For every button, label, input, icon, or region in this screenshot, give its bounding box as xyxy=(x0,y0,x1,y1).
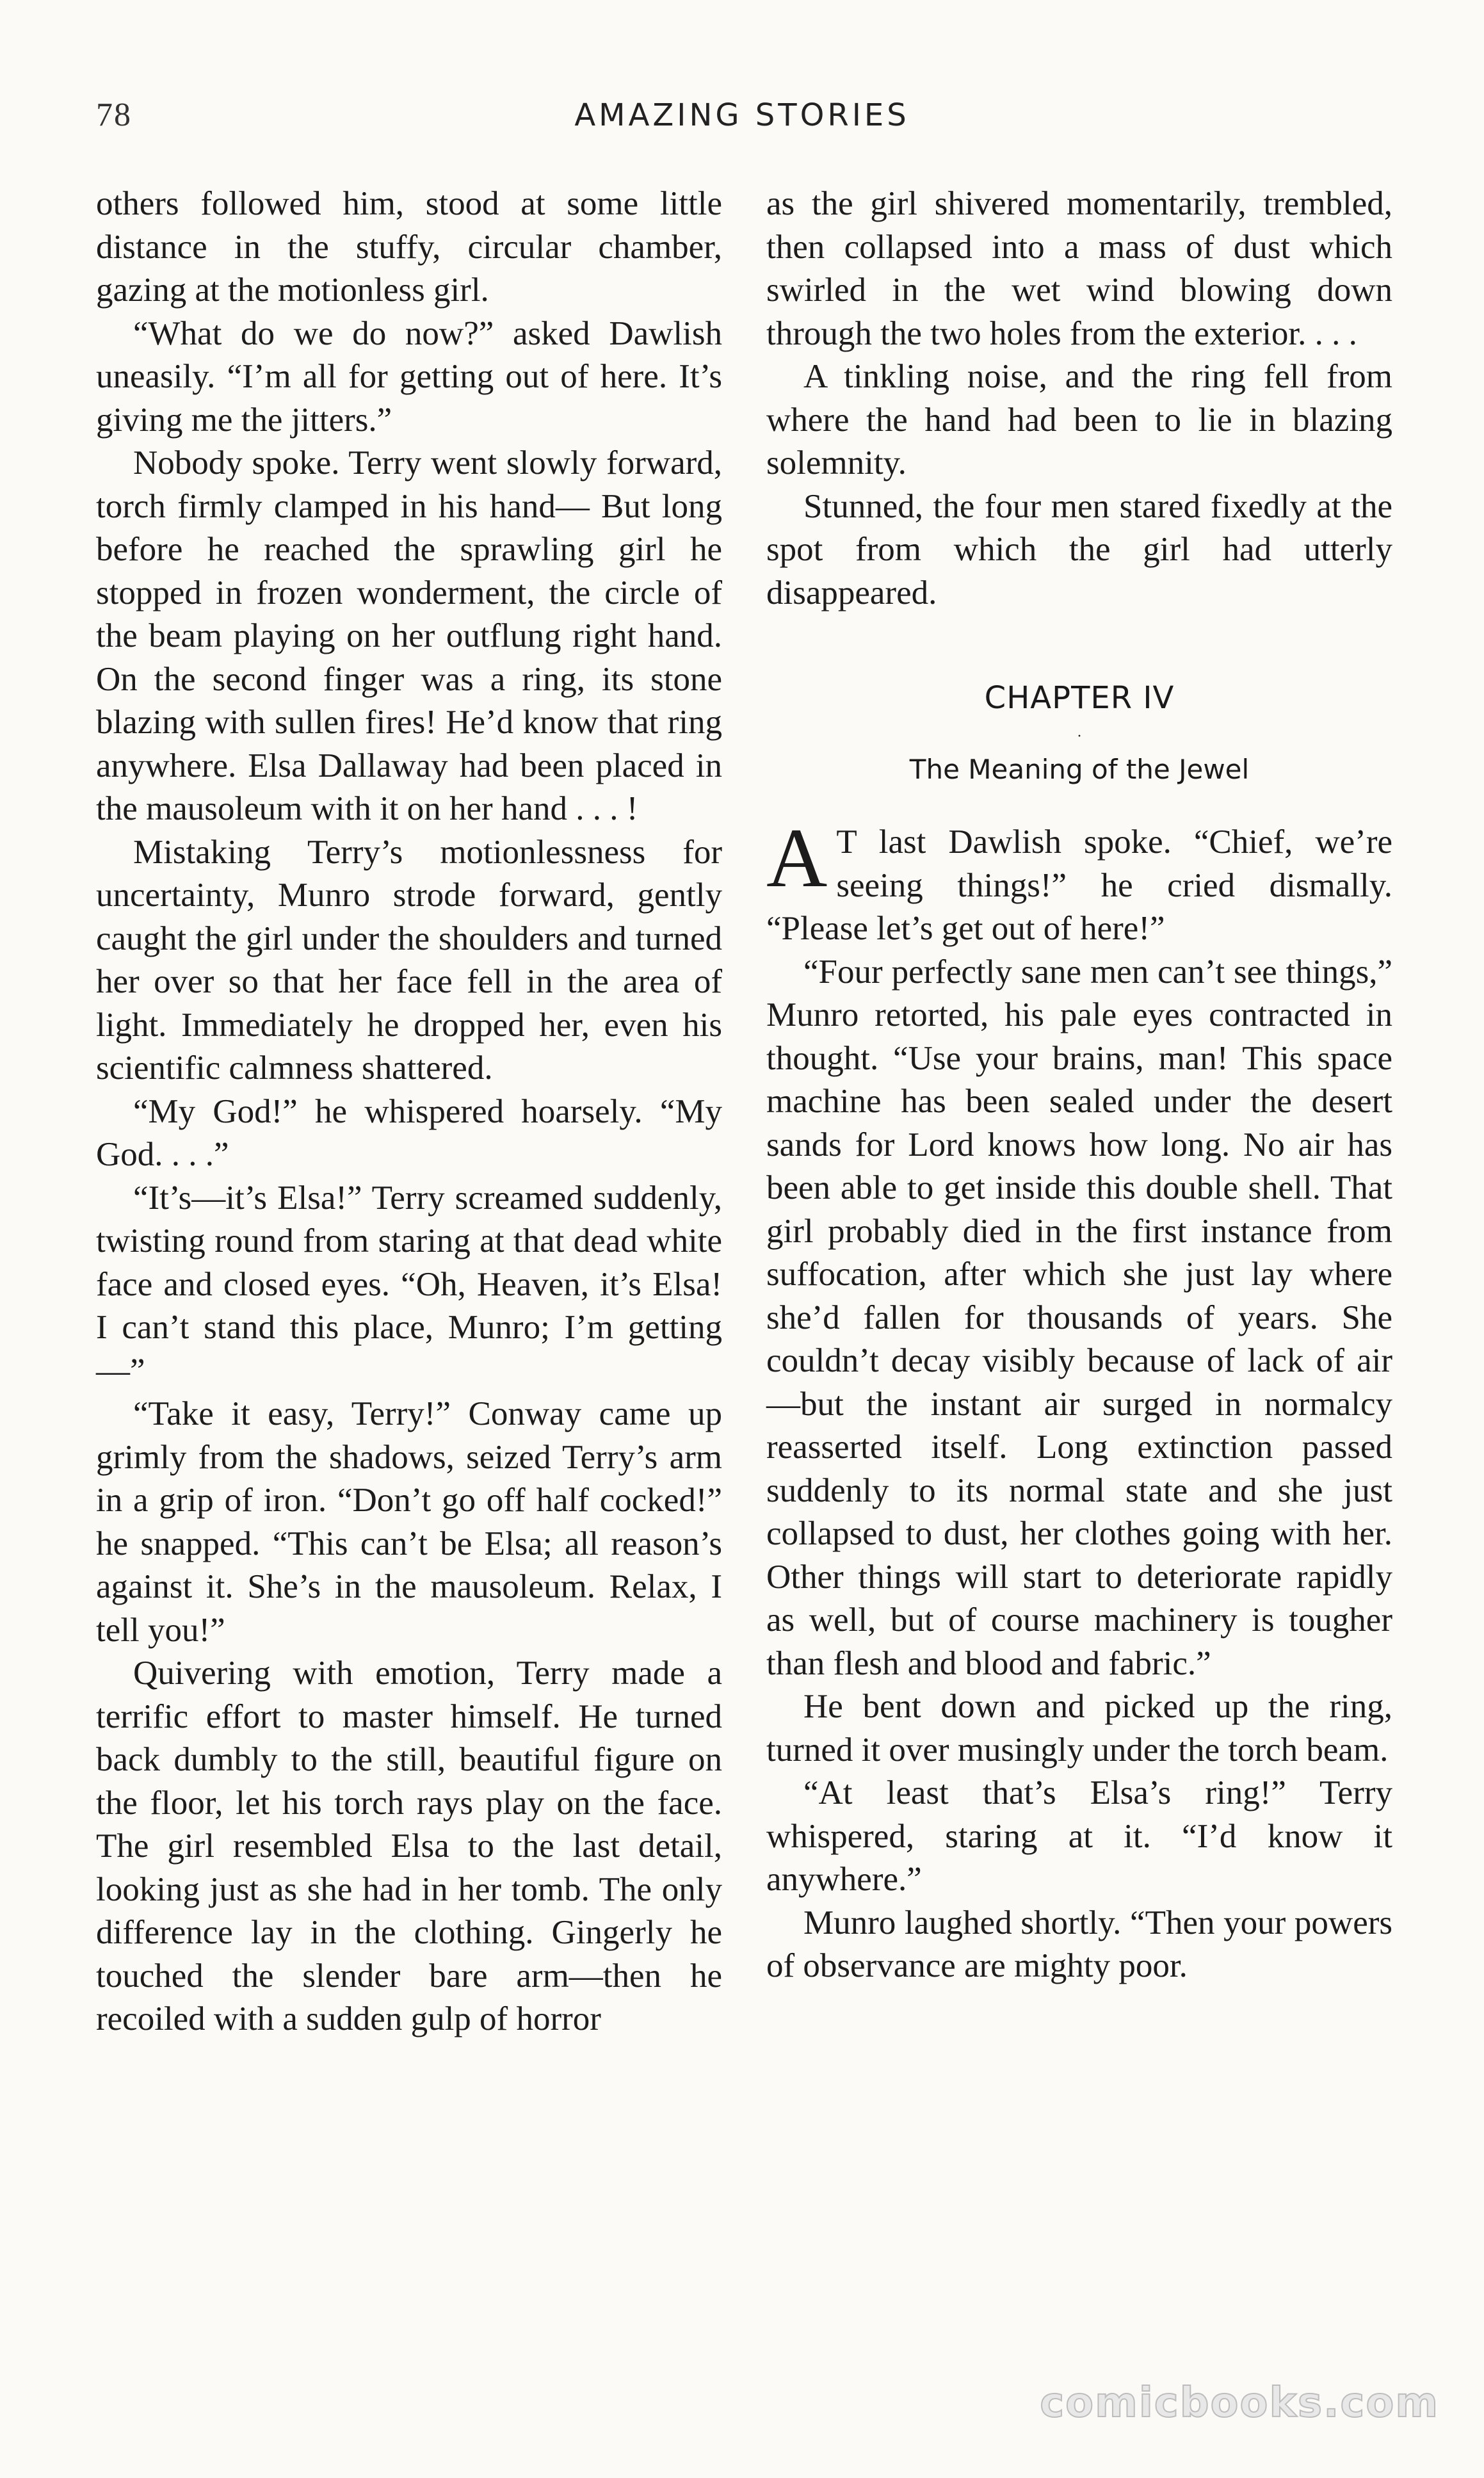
paragraph: “What do we do now?” asked Dawlish uneasily. “I’m all for getting out of here. It’s giving me the jitters.” xyxy=(96,314,722,439)
paragraph: “At least that’s Elsa’s ring!” Terry whispered, staring at it. “I’d know it anywhere.” xyxy=(766,1774,1392,1898)
magazine-title: AMAZING STORIES xyxy=(574,97,910,133)
chapter-ornament: · xyxy=(1077,728,1082,745)
left-column xyxy=(96,182,722,2041)
paragraph: “Take it easy, Terry!” Conway came up grimly from the shadows, seized Terry’s arm in a grip of iron. “Don’t go off half cocked!” he snapped. “This can’t be Elsa; all reason’s against it. She’s in the mausoleum. Relax, I tell you!” xyxy=(96,1395,722,1649)
paragraph: Stunned, the four men stared fixedly at the spot from which the girl had utterly disappeared. xyxy=(766,487,1392,611)
dropcap-paragraph xyxy=(766,811,1392,951)
paragraph: Quivering with emotion, Terry made a terrific effort to master himself. He turned back dumbly to the still, beautiful figure on the floor, let his torch rays play on the face. The girl resembled Elsa to the last detail, looking just as she had in her tomb. The only difference lay in the clothing. Gingerly he touched the slender bare arm—then he recoiled with a sudden gulp of horror xyxy=(96,1655,722,2037)
paragraph: Nobody spoke. Terry went slowly forward, torch firmly clamped in his hand— But long before he reached the sprawling girl he stopped in frozen wonderment, the circle of the beam playing on her outflung right hand. On the second finger was a ring, its stone blazing with sullen fires! He’d know that ring anywhere. Elsa Dallaway had been placed in the mausoleum with it on her hand . . . ! xyxy=(96,444,722,827)
paragraph: “Four perfectly sane men can’t see things,” Munro retorted, his pale eyes contracted in thought. “Use your brains, man! This space machine has been sealed under the desert sands for Lord knows how long. No air has been able to get inside this double shell. That girl probably died in the first instance from suffocation, after which she just lay where she’d fallen for thousands of years. She couldn’t decay visibly because of lack of air—but the instant air surged in normalcy reasserted itself. Long extinction passed suddenly to its normal state and she just collapsed to dust, her clothes going with her. Other things will start to deteriorate rapidly as well, but of course machinery is tougher than flesh and blood and fabric.” xyxy=(766,953,1392,1682)
paragraph: Munro laughed shortly. “Then your powers of observance are mighty poor. xyxy=(766,1904,1392,1984)
paragraph: He bent down and picked up the ring, turned it over musingly under the torch beam. xyxy=(766,1688,1392,1769)
chapter-heading: CHAPTER IV xyxy=(984,680,1175,716)
dropcap-paragraph-text: T last Dawlish spoke. “Chief, we’re seeing things!” he cried dismally. “Please let’s get out of here!” xyxy=(766,823,1392,947)
running-head xyxy=(0,96,1484,147)
paragraph: “It’s—it’s Elsa!” Terry screamed suddenly, twisting round from staring at that dead white face and closed eyes. “Oh, Heaven, it’s Elsa! I can’t stand this place, Munro; I’m getting—” xyxy=(96,1179,722,1389)
paragraph: as the girl shivered momentarily, trembled, then collapsed into a mass of dust which swirled in the wet wind blowing down through the two holes from the exterior. . . . xyxy=(766,185,1392,352)
right-column xyxy=(766,182,1392,1988)
paragraph: A tinkling noise, and the ring fell from where the hand had been to lie in blazing solemnity. xyxy=(766,358,1392,482)
watermark: comicbooks.com xyxy=(1040,2379,1439,2427)
drop-cap: A xyxy=(766,811,828,905)
paragraph: Mistaking Terry’s motionlessness for uncertainty, Munro strode forward, gently caught the girl under the shoulders and turned her over so that her face fell in the area of light. Immediately he dropped her, even his scientific calmness shattered. xyxy=(96,833,722,1087)
paragraph: others followed him, stood at some little distance in the stuffy, circular chamber, gazing at the motionless girl. xyxy=(96,185,722,309)
page-number: 78 xyxy=(96,97,132,133)
paragraph: “My God!” he whispered hoarsely. “My God. . . .” xyxy=(96,1092,722,1173)
chapter-subtitle: The Meaning of the Jewel xyxy=(909,754,1250,785)
